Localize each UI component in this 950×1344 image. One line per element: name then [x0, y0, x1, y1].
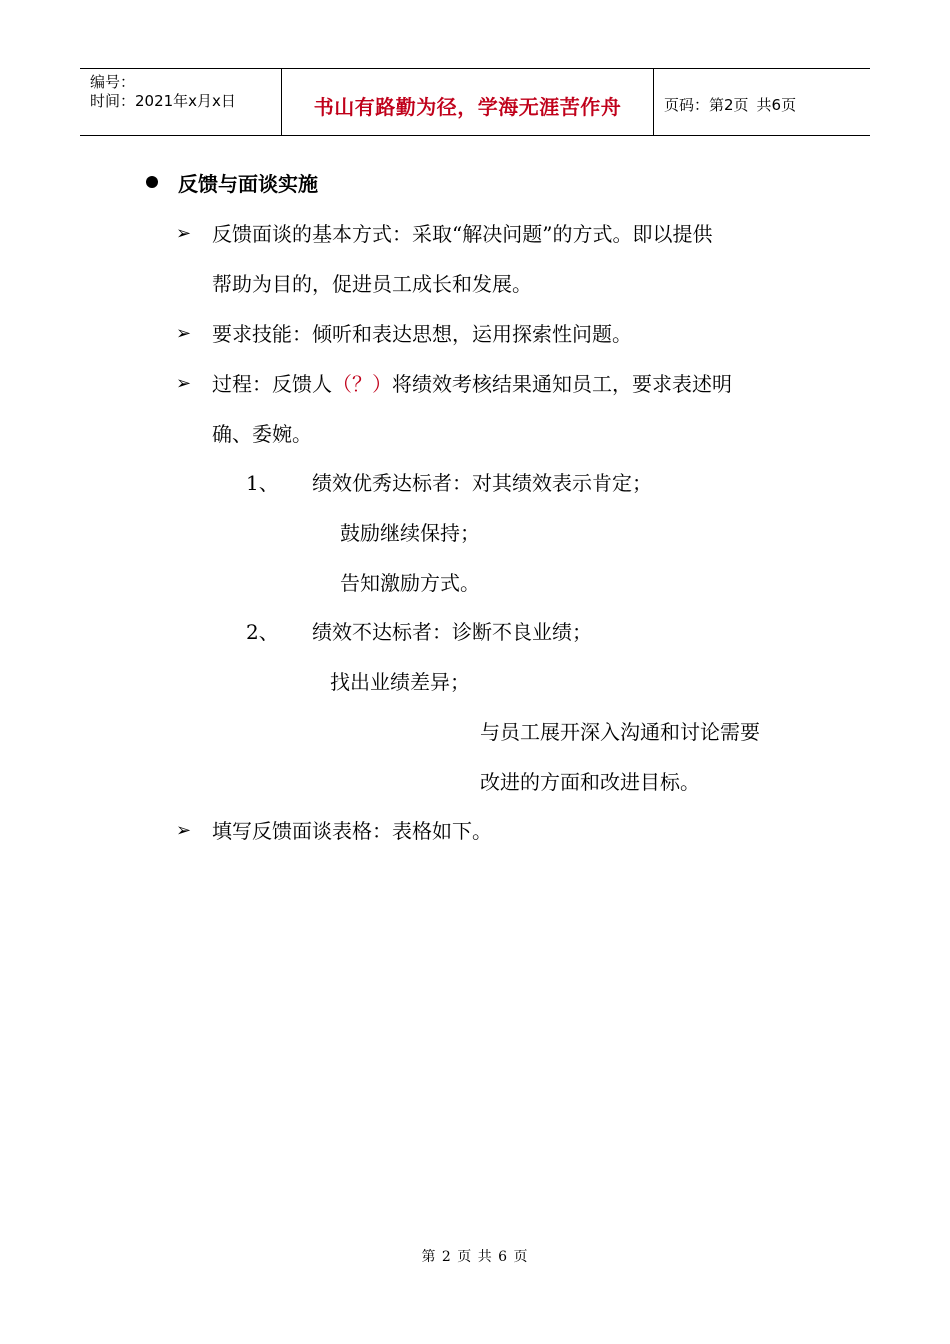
- item-3-question-mark: （？）: [332, 372, 392, 396]
- item-1-line-1: 反馈面谈的基本方式：采取“解决问题”的方式。即以提供: [212, 222, 713, 246]
- sub-1-number: 1、: [246, 471, 279, 495]
- arrow-bullet-icon: ➢: [176, 820, 192, 841]
- item-2-line-1: 要求技能：倾听和表达思想，运用探索性问题。: [212, 322, 632, 346]
- sub-2-cont-2: 与员工展开深入沟通和讨论需要: [480, 720, 760, 744]
- header-right-cell: [654, 69, 870, 135]
- sub-1-cont-2: 告知激励方式。: [340, 571, 480, 595]
- page-header: [80, 68, 870, 136]
- section-bullet-icon: [146, 176, 158, 188]
- sub-2-cont-1: 找出业绩差异；: [330, 670, 470, 694]
- header-left-cell: [80, 69, 282, 135]
- sub-1-cont-1: 鼓励继续保持；: [340, 521, 480, 545]
- sub-2-cont-3: 改进的方面和改进目标。: [480, 770, 700, 794]
- item-3-text-a: 过程：反馈人: [212, 372, 332, 396]
- sub-2-number: 2、: [246, 620, 279, 644]
- header-middle-cell: [282, 69, 654, 135]
- arrow-bullet-icon: ➢: [176, 223, 192, 244]
- time-label: 时间：2021年x月x日: [90, 92, 236, 110]
- page-info-total: 共6页: [756, 95, 797, 114]
- arrow-bullet-icon: ➢: [176, 373, 192, 394]
- item-4-line-1: 填写反馈面谈表格：表格如下。: [212, 819, 492, 843]
- sub-2-text: 绩效不达标者：诊断不良业绩；: [312, 620, 592, 644]
- number-label: 编号：: [90, 73, 136, 91]
- arrow-bullet-icon: ➢: [176, 323, 192, 344]
- page-footer: 第 2 页 共 6 页: [421, 1249, 529, 1265]
- section-title: 反馈与面谈实施: [178, 172, 318, 196]
- page-info-current: 页码：第2页: [664, 95, 749, 114]
- motto: 书山有路勤为径，学海无涯苦作舟: [313, 94, 622, 119]
- item-3-text-b: 将绩效考核结果通知员工，要求表述明: [392, 372, 732, 396]
- item-3-line-1: [212, 372, 732, 396]
- item-3-line-2: 确、委婉。: [212, 422, 312, 446]
- item-1-line-2: 帮助为目的，促进员工成长和发展。: [212, 272, 532, 296]
- sub-1-text: 绩效优秀达标者：对其绩效表示肯定；: [312, 471, 652, 495]
